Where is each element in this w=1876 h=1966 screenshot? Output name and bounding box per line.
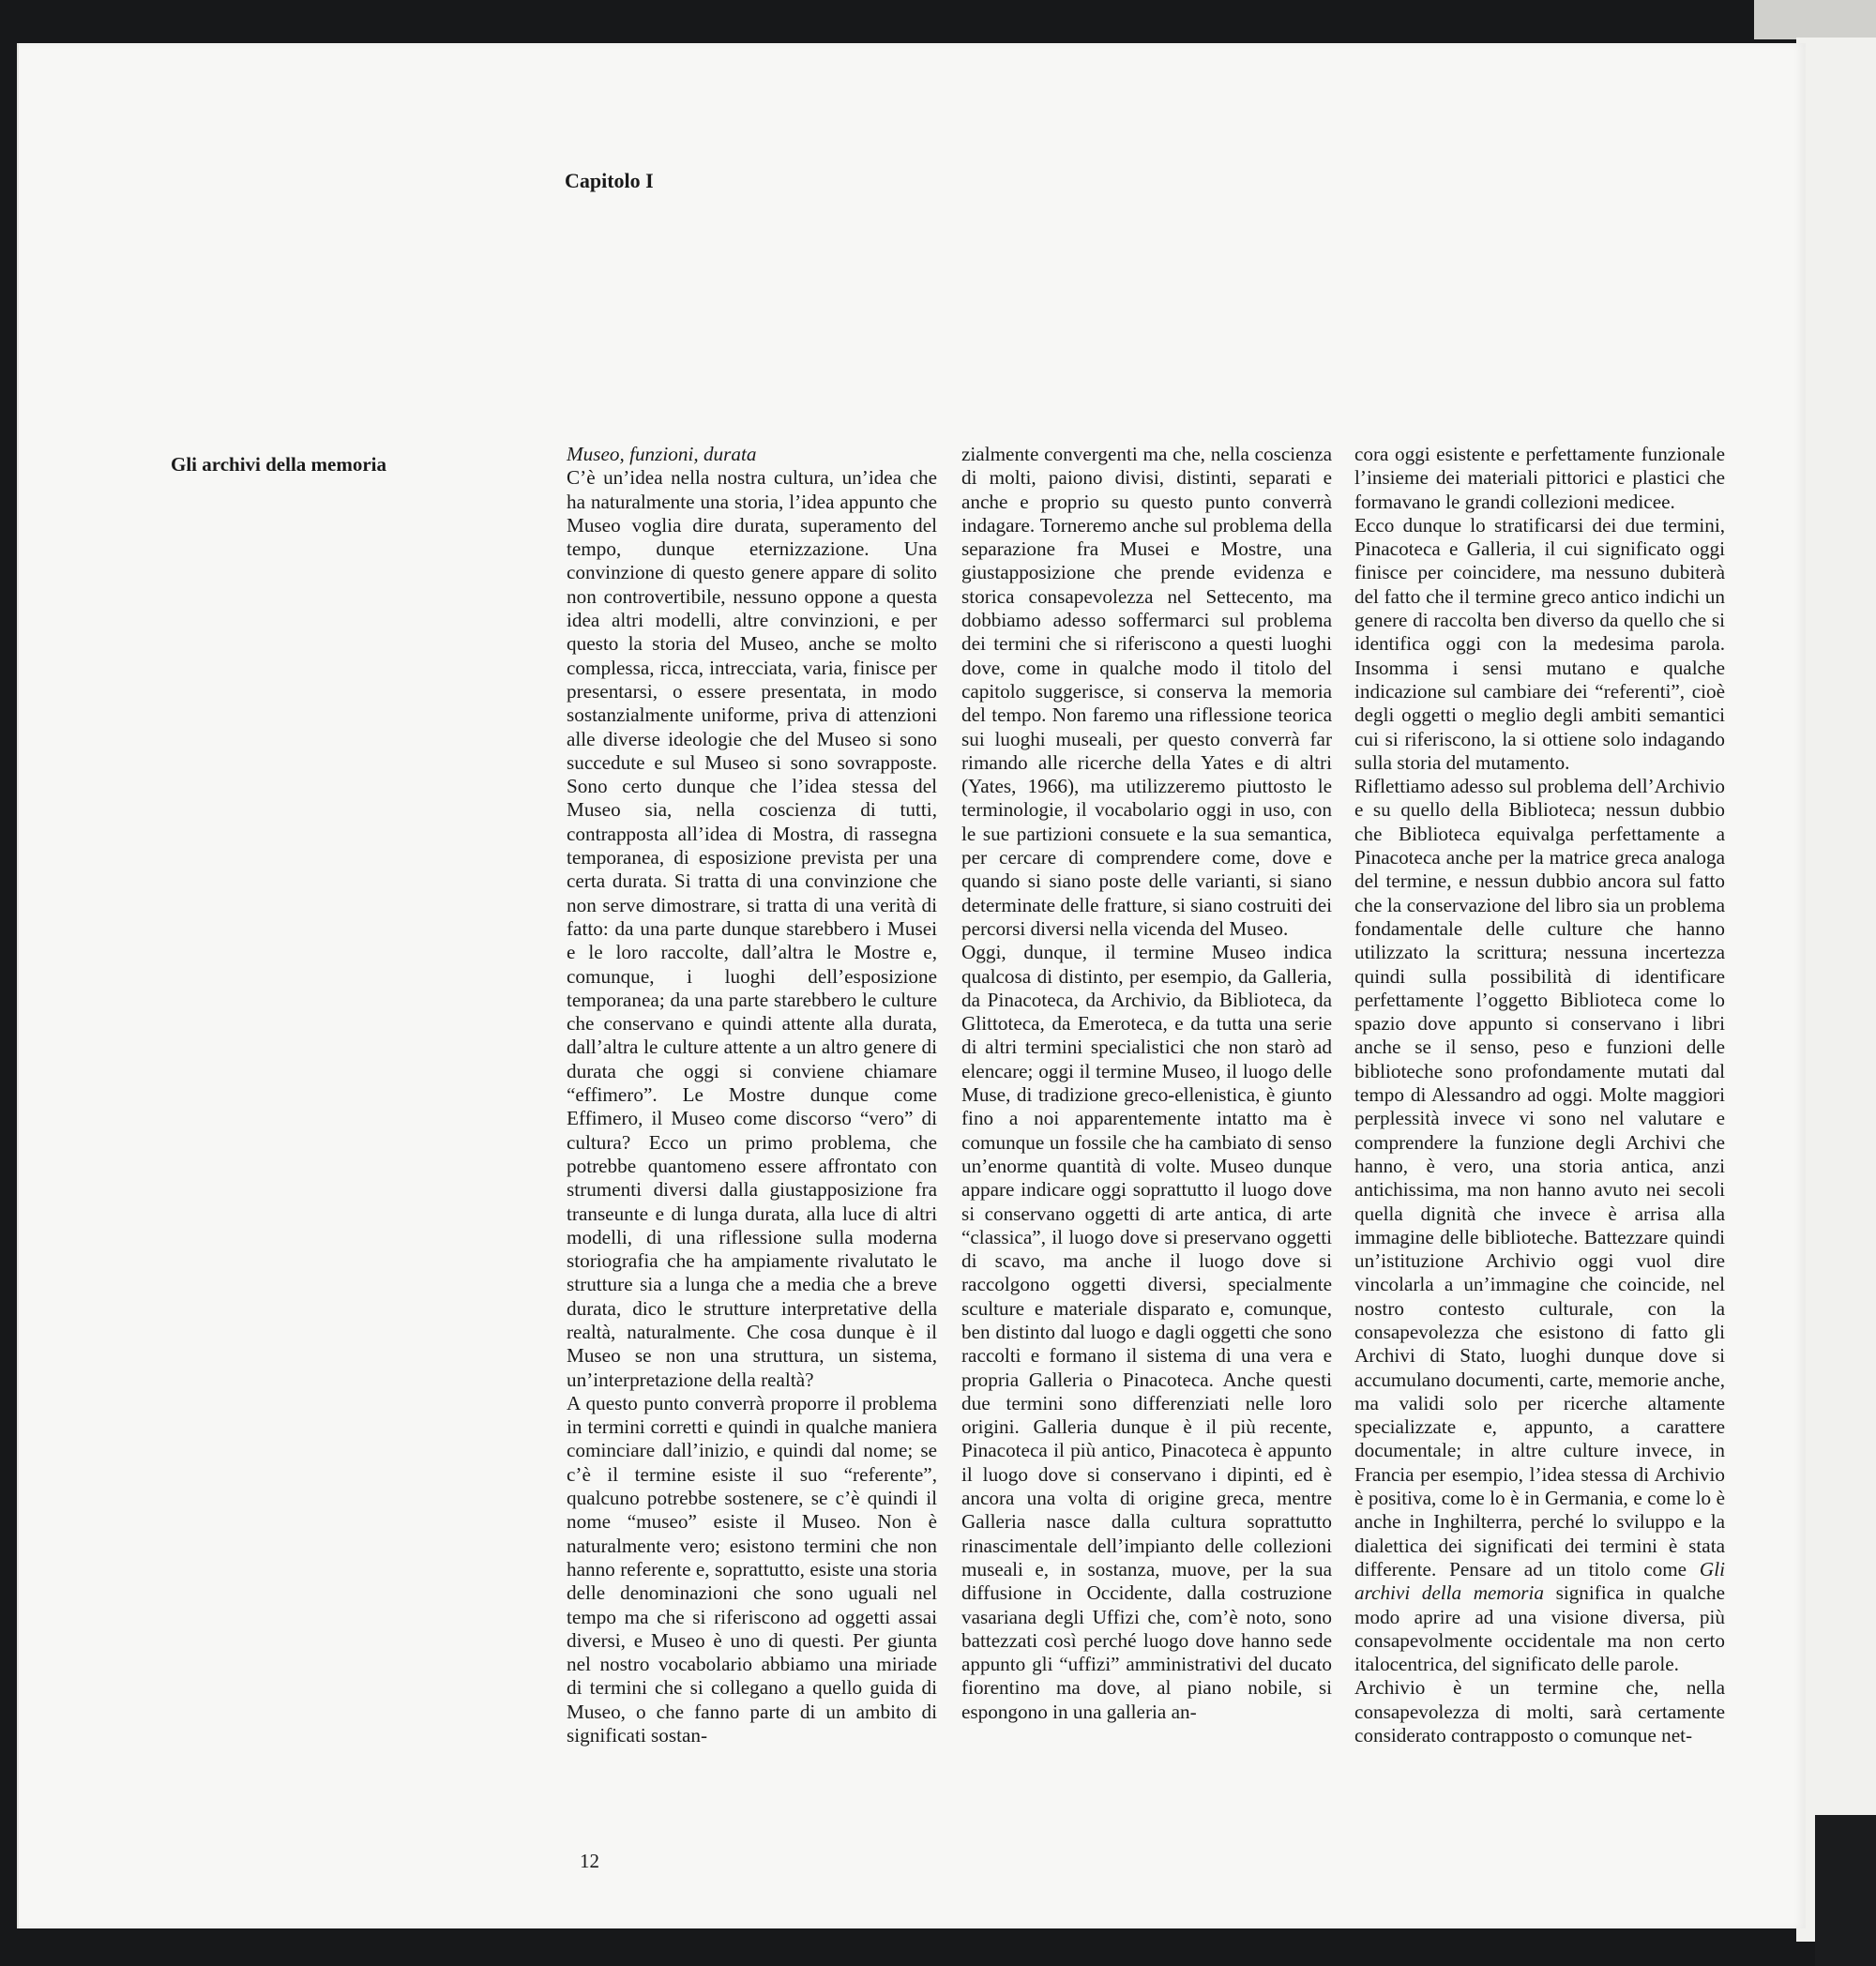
paragraph: Ecco dunque lo stratificarsi dei due termini, Pinacoteca e Galleria, il cui significato oggi finisce per coincidere, ma nessuno dubiterà del fatto che il termine greco antico indichi un genere di raccolta ben diverso da quello che si identifica oggi con la medesima parola. Insomma i sensi mutano e qualche indicazione sul cambiare dei “referenti”, cioè degli oggetti o meglio degli ambiti semantici cui si riferiscono, la si ottiene solo indagando sulla storia del mutamento. bbox=[1354, 513, 1725, 774]
text-column-1 bbox=[567, 443, 937, 1747]
paragraph: Oggi, dunque, il termine Museo indica qualcosa di distinto, per esempio, da Galleria, da Pinacoteca, da Archivio, da Biblioteca, da Glittoteca, da Emeroteca, e da tutta una serie di altri termini specialistici che non starò ad elencare; oggi il termine Museo, il luogo delle Muse, di tradizione greco-ellenistica, è giunto fino a noi apparentemente intatto ma è comunque un fossile che ha cambiato di senso un’enorme quantità di volte. Museo dunque appare indicare oggi soprattutto il luogo dove si conservano oggetti di arte antica, di arte “classica”, il luogo dove si preservano oggetti di scavo, ma anche il luogo dove si raccolgono oggetti diversi, specialmente sculture e materiale disparato e, comunque, ben distinto dal luogo e dagli oggetti che sono raccolti e formano il sistema di una vera e propria Galleria o Pinacoteca. Anche questi due termini sono differenziati nelle loro origini. Galleria dunque è il più recente, Pinacoteca il più antico, Pinacoteca è appunto il luogo dove si conservano i dipinti, ed è ancora una volta di origine greca, mentre Galleria nasce dalla cultura soprattutto rinascimentale dell’impianto delle collezioni museali e, in sostanza, muove, per la sua diffusione in Occidente, dalla costruzione vasariana degli Uffizi che, com’è noto, sono battezzati così perché luogo dove hanno sede appunto gli “uffizi” amministrativi del ducato fiorentino ma dove, al piano nobile, si espongono in una galleria an- bbox=[961, 941, 1332, 1723]
page-number: 12 bbox=[580, 1850, 599, 1872]
paragraph: C’è un’idea nella nostra cultura, un’idea che ha naturalmente una storia, l’idea appunto che Museo voglia dire durata, superamento del tempo, dunque eternizzazione. Una convinzione di questo genere appare di solito non controvertibile, nessuno oppone a questa idea altri modelli, altre convinzioni, e per questo la storia del Museo, anche se molto complessa, ricca, intrecciata, varia, finisce per presentarsi, o essere presentata, in modo sostanzialmente uniforme, priva di attenzioni alle diverse ideologie che del Museo si sono succedute e sul Museo si sono sovrapposte. Sono certo dunque che l’idea stessa del Museo sia, nella coscienza di tutti, contrapposta all’idea di Mostra, di rassegna temporanea, di esposizione prevista per una certa durata. Si tratta di una convinzione che non serve dimostrare, si tratta di una verità di fatto: da una parte dunque starebbero i Musei e le loro raccolte, dall’altra le Mostre e, comunque, i luoghi dell’esposizione temporanea; da una parte starebbero le culture che conservano e quindi attente alla durata, dall’altra le culture attente a un altro genere di durata che oggi si conviene chiamare “effimero”. Le Mostre dunque come Effimero, il Museo come discorso “vero” di cultura? Ecco un primo problema, che potrebbe quantomeno essere affrontato con strumenti diversi dalla giustapposizione fra transeunte e di lunga durata, alla luce di altri modelli, di una riflessione sulla moderna storiografia che ha ampiamente rivalutato le strutture sia a lunga che a media che a breve durata, dico le strutture interpretative della realtà, naturalmente. Che cosa dunque è il Museo se non una struttura, un sistema, un’interpretazione della realtà? bbox=[567, 466, 937, 1391]
book-title-italic: Gli archivi della memoria bbox=[1354, 1557, 1725, 1605]
text-column-2 bbox=[961, 443, 1332, 1724]
subsection-heading: Museo, funzioni, durata bbox=[567, 443, 757, 465]
paragraph-text: significa in qualche modo aprire ad una visione diversa, più consapevolmente occidentale ma non certo italocentrica, del significato delle parole. bbox=[1354, 1581, 1725, 1676]
paragraph-text: Riflettiamo adesso sul problema dell’Archivio e su quello della Biblioteca; nessun dubbio che Biblioteca equivalga perfettamente a Pinacoteca anche per la matrice greca analoga del termine, e nessun dubbio ancora sul fatto che la conservazione del libro sia un problema fondamentale delle culture che hanno utilizzato la scrittura; nessuna incertezza quindi sulla possibilità di identificare perfettamente l’oggetto Biblioteca come lo spazio dove appunto si conservano i libri anche se il senso, peso e funzioni delle biblioteche sono profondamente mutati dal tempo di Alessandro ad oggi. Molte maggiori perplessità invece vi sono nel valutare e comprendere la funzione degli Archivi che hanno, è vero, una storia antica, anzi antichissima, ma non hanno avuto nei secoli quella dignità che invece è arrisa alla immagine delle biblioteche. Battezzare quindi un’istituzione Archivio oggi vuol dire vincolarla a un’immagine che coincide, nel nostro contesto culturale, con la consapevolezza che esistono di fatto gli Archivi di Stato, luoghi dunque dove si accumulano documenti, carte, memorie anche, ma validi solo per ricerche altamente specializzate e, appunto, a carattere documentale; in altre culture invece, in Francia per esempio, l’idea stessa di Archivio è positiva, come lo è in Germania, e come lo è anche in Inghilterra, perché lo sviluppo e la dialettica dei significati dei termini è stata differente. Pensare ad un titolo come bbox=[1354, 775, 1725, 1580]
paragraph: cora oggi esistente e perfettamente funzionale l’insieme dei materiali pittorici e plastici che formavano le grandi collezioni medicee. bbox=[1354, 443, 1725, 513]
scan-background-top bbox=[0, 0, 1754, 43]
section-title: Gli archivi della memoria bbox=[171, 453, 386, 476]
text-column-3 bbox=[1354, 443, 1725, 1747]
chapter-label: Capitolo I bbox=[565, 169, 654, 192]
adjacent-page-edge-top bbox=[1754, 0, 1876, 39]
paragraph: A questo punto converrà proporre il problema in termini corretti e quindi in qualche maniera cominciare dall’inizio, e quindi dal nome; se c’è il termine esiste il suo “referente”, qualcuno potrebbe sostenere, se c’è quindi il nome “museo” esiste il Museo. Non è naturalmente vero; esistono termini che non hanno referente e, soprattutto, esiste una storia delle denominazioni che sono uguali nel tempo ma che si riferiscono ad oggetti assai diversi, e Museo è uno di questi. Per giunta nel nostro vocabolario abbiamo una miriade di termini che si collegano a quello guida di Museo, o che fanno parte di un ambito di significati sostan- bbox=[567, 1391, 937, 1747]
adjacent-page-edge bbox=[1796, 38, 1876, 1942]
paragraph bbox=[1354, 775, 1725, 1676]
paragraph: zialmente convergenti ma che, nella coscienza di molti, paiono divisi, distinti, separati e anche e proprio su questo punto converrà indagare. Torneremo anche sul problema della separazione fra Musei e Mostre, una giustapposizione che prende evidenza e storica consapevolezza nel Settecento, ma dobbiamo adesso soffermarci sul problema dei termini che si riferiscono a questi luoghi dove, come in qualche modo il titolo del capitolo suggerisce, si conserva la memoria del tempo. Non faremo una riflessione teorica sui luoghi museali, per questo converrà far rimando alle ricerche della Yates e di altri (Yates, 1966), ma utilizzeremo piuttosto le terminologie, il vocabolario oggi in uso, con le sue partizioni consuete e la sua semantica, per cercare di comprendere come, dove e quando si siano poste delle varianti, si siano determinate delle fratture, si siano costruiti dei percorsi diversi nella vicenda del Museo. bbox=[961, 443, 1332, 940]
paragraph: Archivio è un termine che, nella consapevolezza di molti, sarà certamente considerato contrapposto o comunque net- bbox=[1354, 1676, 1725, 1747]
scan-background-corner bbox=[1815, 1815, 1876, 1966]
